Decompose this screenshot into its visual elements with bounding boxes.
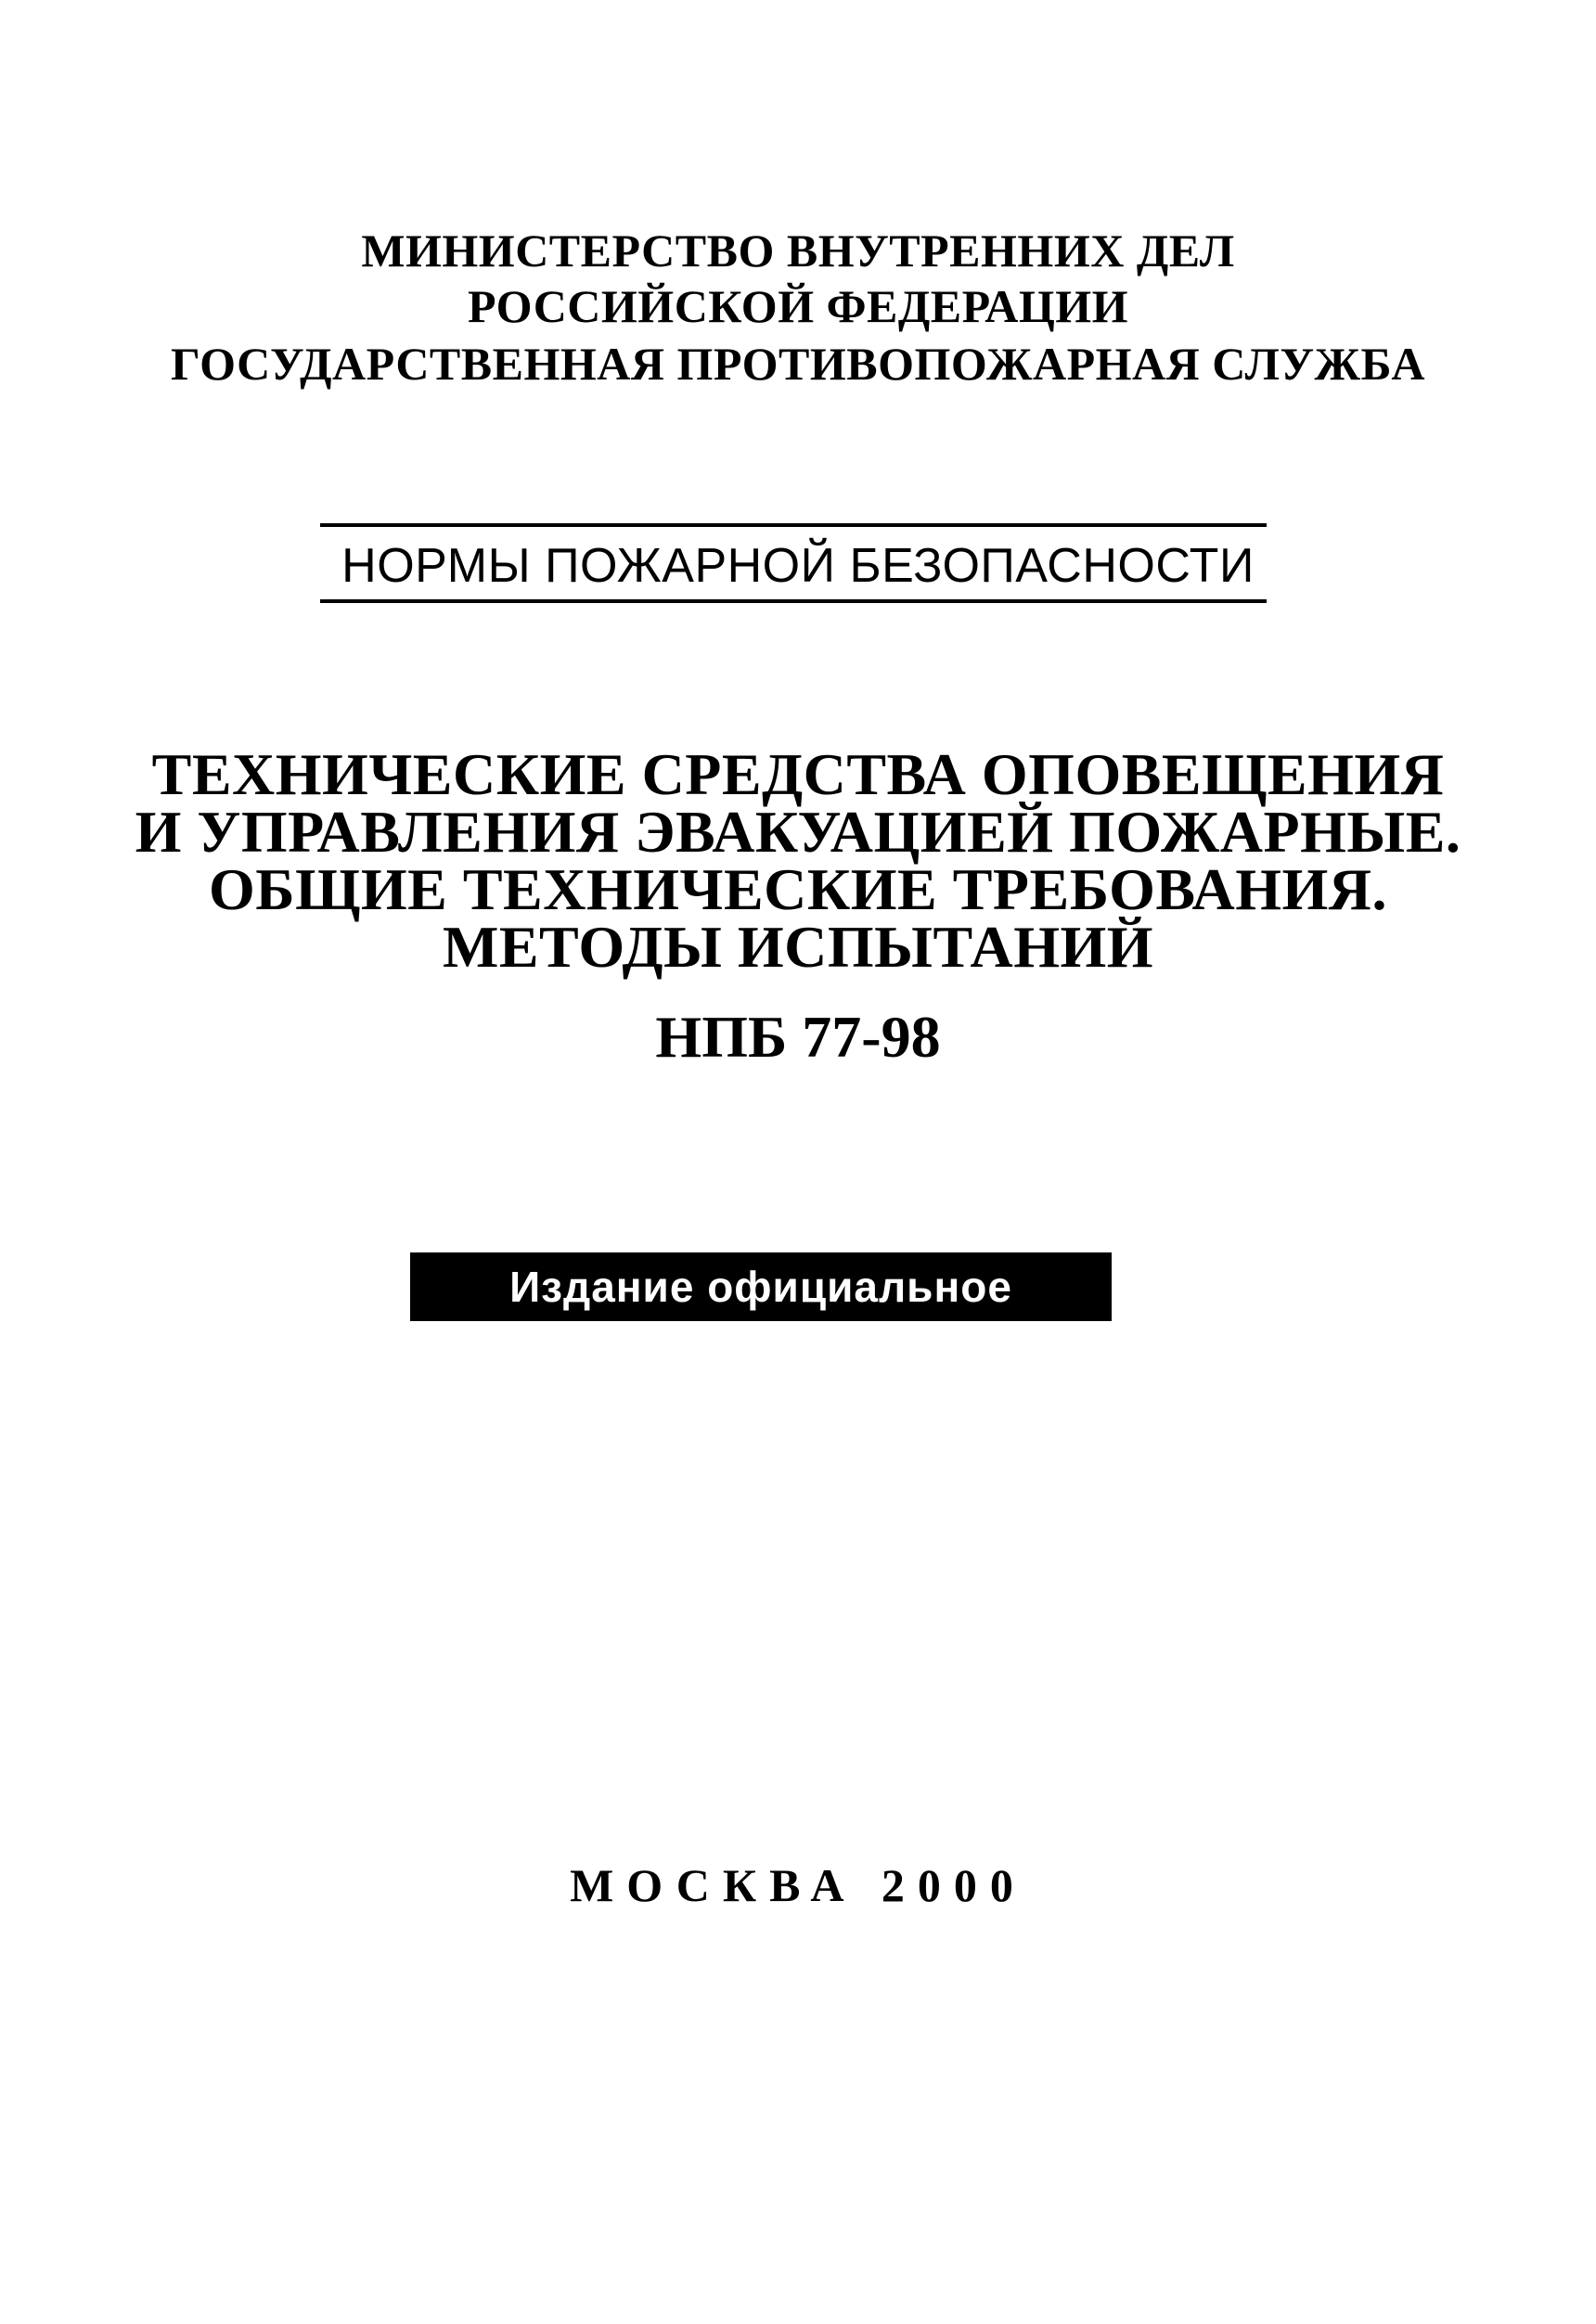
series-label: НОРМЫ ПОЖАРНОЙ БЕЗОПАСНОСТИ xyxy=(341,539,1255,593)
series-rule-top xyxy=(320,523,1267,527)
edition-badge: Издание официальное xyxy=(410,1252,1112,1321)
imprint-city-year: МОСКВА 2000 xyxy=(570,1859,1026,1911)
title-line-4: МЕТОДЫ ИСПЫТАНИЙ xyxy=(442,914,1154,980)
service-heading: ГОСУДАРСТВЕННАЯ ПРОТИВОПОЖАРНАЯ СЛУЖБА xyxy=(171,338,1425,390)
ministry-line-1: МИНИСТЕРСТВО ВНУТРЕННИХ ДЕЛ xyxy=(361,225,1235,276)
title-line-2: И УПРАВЛЕНИЯ ЭВАКУАЦИЕЙ ПОЖАРНЫЕ. xyxy=(135,799,1461,865)
series-rule-bottom xyxy=(320,599,1267,603)
document-title xyxy=(0,741,1596,980)
ministry-heading xyxy=(0,223,1596,334)
title-line-1: ТЕХНИЧЕСКИЕ СРЕДСТВА ОПОВЕЩЕНИЯ xyxy=(151,741,1445,807)
document-code: НПБ 77-98 xyxy=(655,1004,941,1070)
ministry-line-2: РОССИЙСКОЙ ФЕДЕРАЦИИ xyxy=(467,280,1129,332)
title-line-3: ОБЩИЕ ТЕХНИЧЕСКИЕ ТРЕБОВАНИЯ. xyxy=(208,856,1388,922)
